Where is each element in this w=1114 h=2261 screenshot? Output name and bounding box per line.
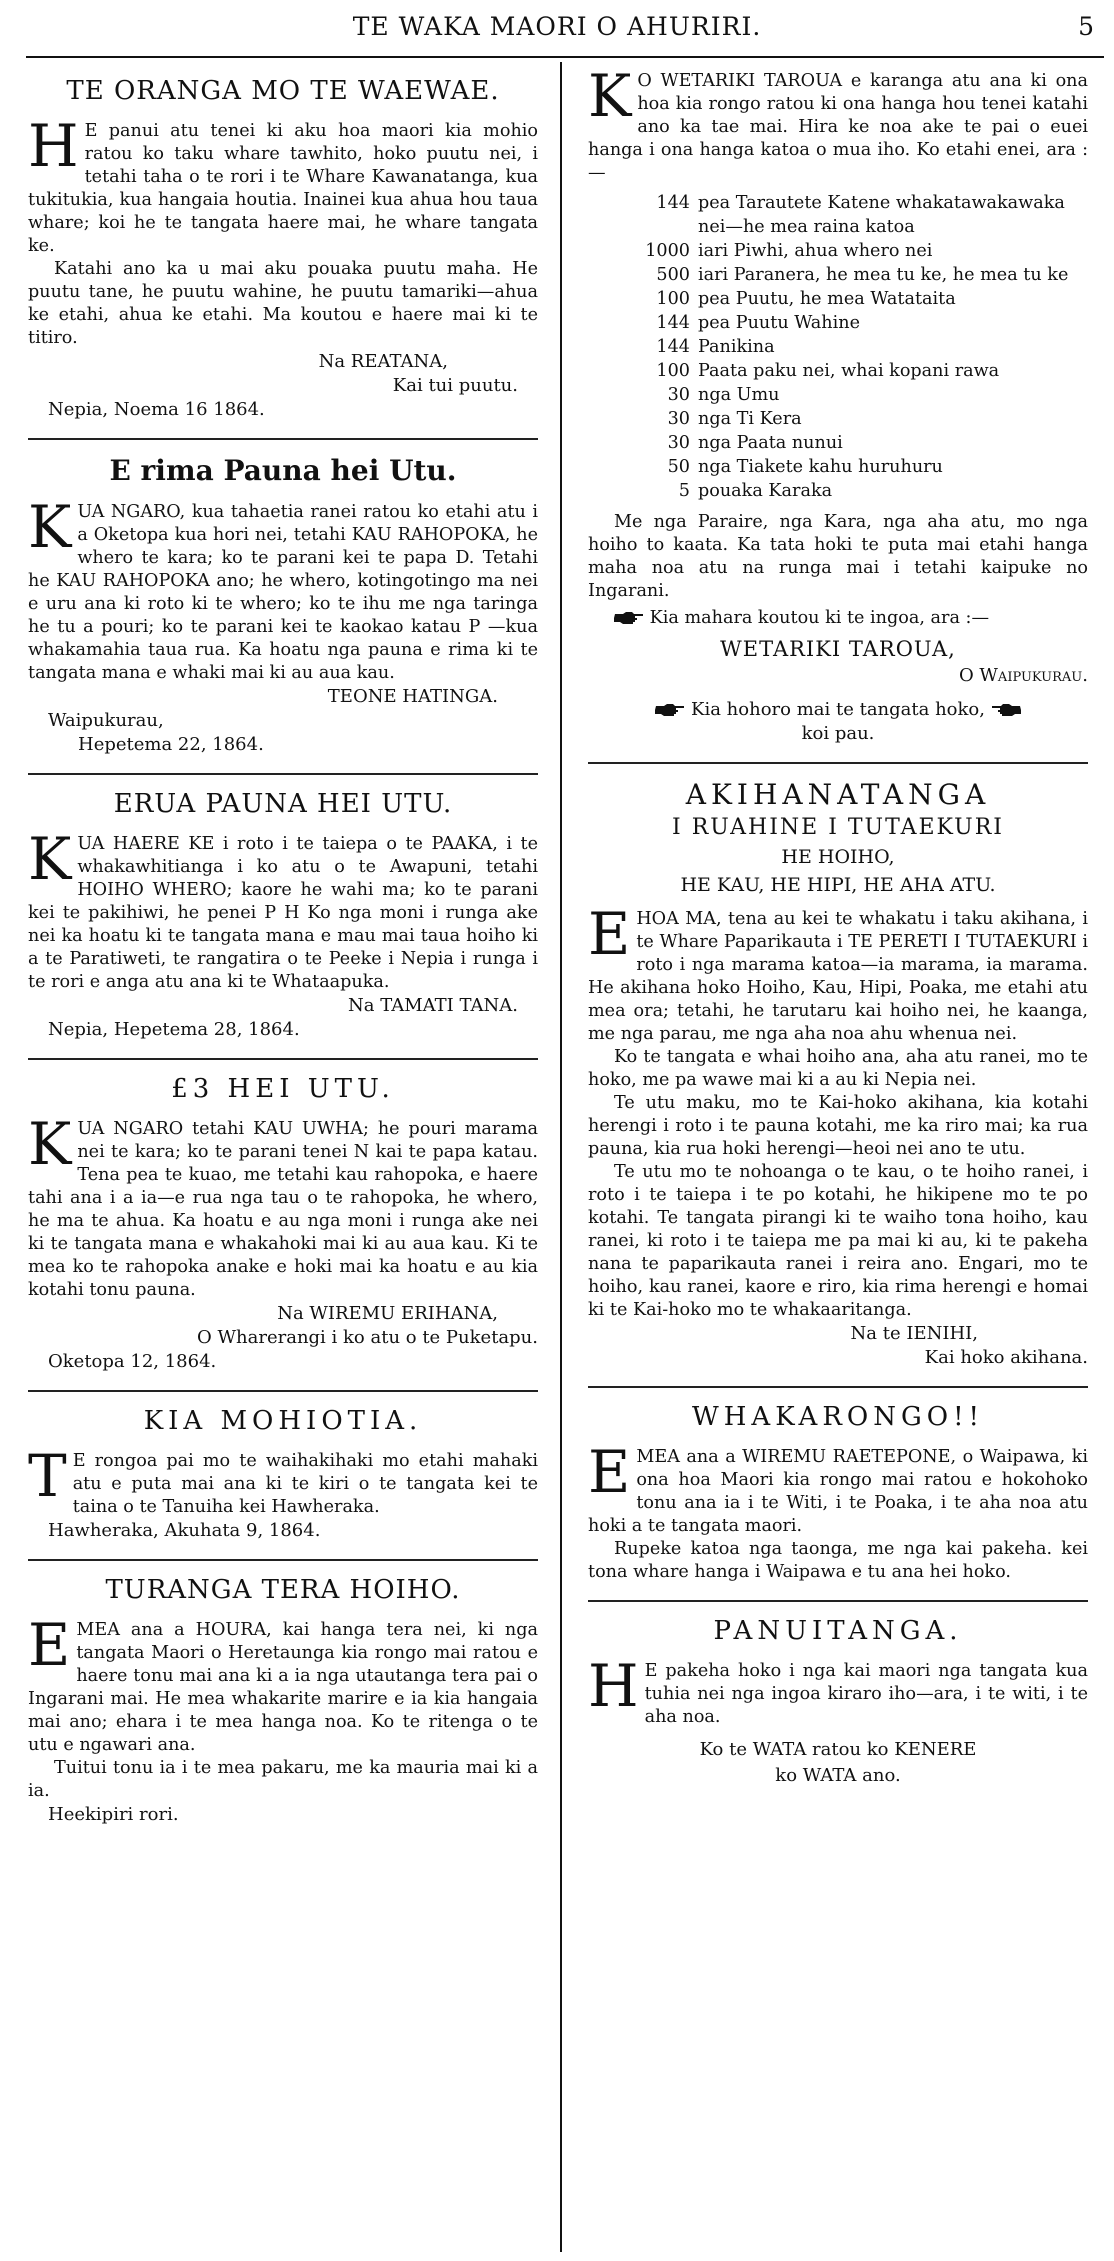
notice-date: Hepetema 22, 1864. [78, 734, 264, 755]
pointing-hand-icon [991, 703, 1021, 717]
notice-body: Ko te tangata e whai hoiho ana, aha atu ranei, mo te hoko, me pa wawe mai ki a au ki Nepia nei. [588, 1047, 1088, 1090]
signature: Na WIREMU ERIHANA, [277, 1303, 498, 1324]
notice-erua-pauna [28, 789, 538, 1042]
list-item: 144 pea Tarautete Katene whakatawakawaka [656, 193, 1065, 213]
notice-oranga [28, 76, 538, 422]
signature-place: O Wharerangi i ko atu o te Puketapu. [197, 1327, 538, 1348]
notice-body: Me nga Paraire, nga Kara, nga aha atu, mo nga hoiho to kaata. Ka tata hoki te puta mai etahi hanga maha noa atu na runga mai i tetahi kaipuke no Ingarani. [588, 512, 1088, 601]
notice-body: UA NGARO, kua tahaetia ranei ratou ko etahi atu i a Oketopa kua hori nei, tetahi KAU RAHOPOKA, he whero te kara; ko te parani kei te papa D. Tetahi he KAU RAHOPOKA ano; he whero, kotingotingo ma nei e uru ana ki roto ki te whero; ko te ihu me nga taringa he tu a pouri; ko te parani kei te kaokao katau P —kua whakamahia taua rua. Ka hoatu nga pauna e rima ki te tangata mana e whaki mai ki au aua kau. [28, 502, 538, 683]
hurry-line-2: koi pau. [801, 723, 875, 744]
hurry-notice [588, 698, 1088, 746]
page-number: 5 [1078, 12, 1094, 41]
notice-heading: KIA MOHIOTIA. [143, 1406, 423, 1436]
list-item: 100 Paata paku nei, whai kopani rawa [656, 361, 1000, 381]
newspaper-title: TE WAKA MAORI O AHURIRI. [352, 12, 762, 41]
advertiser-place: O Waipukurau. [958, 665, 1088, 686]
list-item: 1000 iari Piwhi, ahua whero nei [645, 241, 933, 261]
notice-body: E pakeha hoko i nga kai maori nga tangata kua tuhia nei nga ingoa kiraro iho—ara, i te witi, i te aha noa. [644, 1661, 1088, 1727]
list-item: 30 nga Paata nunui [667, 433, 843, 453]
drop-cap: H [588, 1652, 639, 1720]
notice-body: MEA ana a HOURA, kai hanga tera nei, ki nga tangata Maori o Heretaunga kia rongo mai ratou e haere tonu mai ana ki a ia nga utautanga tera pai o Ingarani mai. He mea whakarite marire e ia kia hangaia mai ano; ehara i te mea hanga noa. Ko te ritenga o te utu e ngawari ana. [28, 1620, 538, 1755]
notice-kia-mohiotia [28, 1406, 538, 1543]
notice-rima-pauna [28, 454, 538, 757]
notice-body: MEA ana a WIREMU RAETEPONE, o Waipawa, ki ona hoa Maori kia rongo mai ratou e hokohoko tonu ana ia i te Witi, i te Poaka, i te aha noa atu hoki a te tangata maori. [588, 1447, 1088, 1536]
list-item: 50 nga Tiakete kahu huruhuru [667, 457, 943, 477]
drop-cap: K [588, 62, 632, 130]
notice-heading: ERUA PAUNA HEI UTU. [113, 789, 453, 819]
column-divider [560, 62, 562, 2252]
notice-heading: TE ORANGA MO TE WAEWAE. [66, 76, 500, 106]
signature: TEONE HATINGA. [327, 686, 498, 707]
drop-cap: K [28, 1110, 72, 1178]
notice-body: Katahi ano ka u mai aku pouaka puutu maha. He puutu tane, he puutu wahine, he puutu tamariki—ahua ke etahi, ahua ke etahi. Ma koutou e haere mai ki te titiro. [28, 259, 538, 348]
notice-akihanatanga [588, 778, 1088, 1370]
list-item: 100 pea Puutu, he mea Watataita [656, 289, 956, 309]
notice-heading: TURANGA TERA HOIHO. [105, 1575, 461, 1605]
notice-subheading: HE HOIHO, [781, 846, 895, 868]
notice-note: Kia mahara koutou ki te ingoa, ara :— [649, 608, 990, 628]
right-column [588, 62, 1088, 1789]
notice-subheading: I RUAHINE I TUTAEKURI [672, 815, 1004, 840]
notice-date: Nepia, Noema 16 1864. [48, 399, 265, 420]
notice-body: E panui atu tenei ki aku hoa maori kia mohio ratou ko taku whare tawhito, hoko puutu nei, i tetahi taha o te rori i te Whare Kawanatanga, kua tukitukia, kua hangaia houtia. Inainei kua ahua hou taua whare; koi he te tangata haere mai, he whare tangata ke. [28, 121, 538, 256]
notice-body: UA NGARO tetahi KAU UWHA; he pouri marama nei te kara; ko te parani tenei N kai te papa katau. Tena pea te kuao, me tetahi kau rahopoka, e haere tahi ana i a ia—e rua nga tau o te rahopoka, he whero, he ma te ahua. Ka hoatu e au nga moni i runga ake nei ki te tangata mana e whakahoki mai ki au aua kau. Ki te mea ko te rahopoka anake e hoki mai ka hoatu e au kia kotahi tonu pauna. [28, 1119, 538, 1300]
header-rule [26, 56, 1104, 58]
list-item: 30 nga Umu [667, 385, 780, 405]
list-item: 500 iari Paranera, he mea tu ke, he mea tu ke [656, 265, 1069, 285]
notice-body: UA HAERE KE i roto i te taiepa o te PAAKA, i te whakawhitianga i ko atu o te Awapuni, tetahi HOIHO WHERO; kaore he wahi ma; ko te parani kei te pakihiwi, he penei P H Ko nga moni i runga ake nei ka hoatu ki te tangata mana e mau mai taua hoiho ki a te Paratiweti, te rangatira o te Peeke i Nepia i runga i te rori e anga atu ana ki te Whataapuka. [28, 834, 538, 992]
signature: Na te IENIHI, [850, 1323, 978, 1344]
notice-body: E rongoa pai mo te waihakihaki mo etahi mahaki atu e puta mai ana ki te kiri o te tangata kei te taina o te Tanuiha kei Hawheraka. [72, 1451, 538, 1517]
drop-cap: H [28, 112, 79, 180]
signature: Heekipiri rori. [48, 1804, 179, 1825]
goods-list [588, 191, 1088, 503]
notice-date: Nepia, Hepetema 28, 1864. [48, 1019, 300, 1040]
hurry-line-1: Kia hohoro mai te tangata hoko, [691, 699, 985, 720]
list-item: nei—he mea raina katoa [698, 217, 915, 237]
notice-panuitanga [588, 1616, 1088, 1789]
drop-cap: T [28, 1442, 67, 1510]
list-item: 144 Panikina [656, 337, 775, 357]
pointing-hand-icon [614, 611, 644, 625]
signature: Ko te WATA ratou ko KENERE [699, 1739, 977, 1760]
notice-turanga-tera [28, 1575, 538, 1827]
signature: Na TAMATI TANA. [348, 995, 518, 1016]
list-item: 30 nga Ti Kera [667, 409, 802, 429]
pointing-hand-icon [655, 703, 685, 717]
drop-cap: K [28, 825, 72, 893]
notice-date: Oketopa 12, 1864. [48, 1351, 217, 1372]
list-item: 5 pouaka Karaka [678, 481, 833, 501]
advertiser-name: WETARIKI TAROUA, [720, 637, 956, 661]
left-column [28, 70, 538, 1827]
drop-cap: E [588, 900, 631, 968]
notice-heading: PANUITANGA. [713, 1616, 963, 1646]
notice-date: Hawheraka, Akuhata 9, 1864. [48, 1520, 321, 1541]
notice-body: O WETARIKI TAROUA e karanga atu ana ki ona hoa kia rongo ratou ki ona hanga hou tenei katahi ano ka tae mai. Hira ke noa ake te pai o euei hanga i ona hanga katoa o mua iho. Ko etahi enei, ara :— [588, 71, 1088, 183]
notice-body: Tuitui tonu ia i te mea pakaru, me ka mauria mai ki a ia. [28, 1758, 538, 1801]
notice-body: Rupeke katoa nga taonga, me nga kai pakeha. kei tona whare hanga i Waipawa e tu ana hei hoko. [588, 1539, 1088, 1582]
signature: Na REATANA, [318, 351, 448, 372]
running-header [0, 8, 1114, 48]
notice-wetariki [588, 62, 1088, 688]
signature: ko WATA ano. [775, 1765, 901, 1786]
notice-heading: £3 HEI UTU. [171, 1074, 395, 1104]
notice-heading: E rima Pauna hei Utu. [109, 454, 457, 487]
signature-title: Kai hoko akihana. [924, 1347, 1088, 1368]
notice-body: HOA MA, tena au kei te whakatu i taku akihana, i te Whare Paparikauta i TE PERETI I TUTAEKURI i roto i nga marama katoa—ia marama, ia marama. He akihana hoko Hoiho, Kau, Hipi, Poaka, me etahi atu mea ora; tetahi, he tarutaru kai hoiho nei, he kaanga, me nga parau, me nga aha noa ahu whenua nei. [588, 909, 1088, 1044]
notice-body: Te utu maku, mo te Kai-hoko akihana, kia kotahi herengi i roto i te pauna kotahi, me ka riro mai; ka rua pauna, kia rua hoki herengi—heoi nei ano te utu. [588, 1093, 1088, 1159]
drop-cap: E [588, 1438, 631, 1506]
notice-subheading: HE KAU, HE HIPI, HE AHA ATU. [680, 874, 996, 896]
drop-cap: E [28, 1611, 71, 1679]
signature-title: Kai tui puutu. [392, 375, 518, 396]
list-item: 144 pea Puutu Wahine [656, 313, 860, 333]
notice-heading: WHAKARONGO!! [692, 1402, 984, 1432]
notice-3-hei-utu [28, 1074, 538, 1374]
notice-whakarongo [588, 1402, 1088, 1584]
notice-heading: AKIHANATANGA [685, 778, 991, 811]
notice-place: Waipukurau, [48, 710, 164, 731]
notice-body: Te utu mo te nohoanga o te kau, o te hoiho ranei, i roto i te taiepa i te po kotahi, he hikipene mo te po kotahi. Te tangata pirangi ki te waiho tona hoiho, kau ranei, ki roto i te taiepa me pa mai ki au, ki te pakeha nana te paparikauta ranei i reira ano. Engari, mo te hoiho, kau ranei, kaore e riro, kia rima herengi e homai ki te Kai-hoko mo te whakaaritanga. [588, 1162, 1088, 1320]
drop-cap: K [28, 493, 72, 561]
